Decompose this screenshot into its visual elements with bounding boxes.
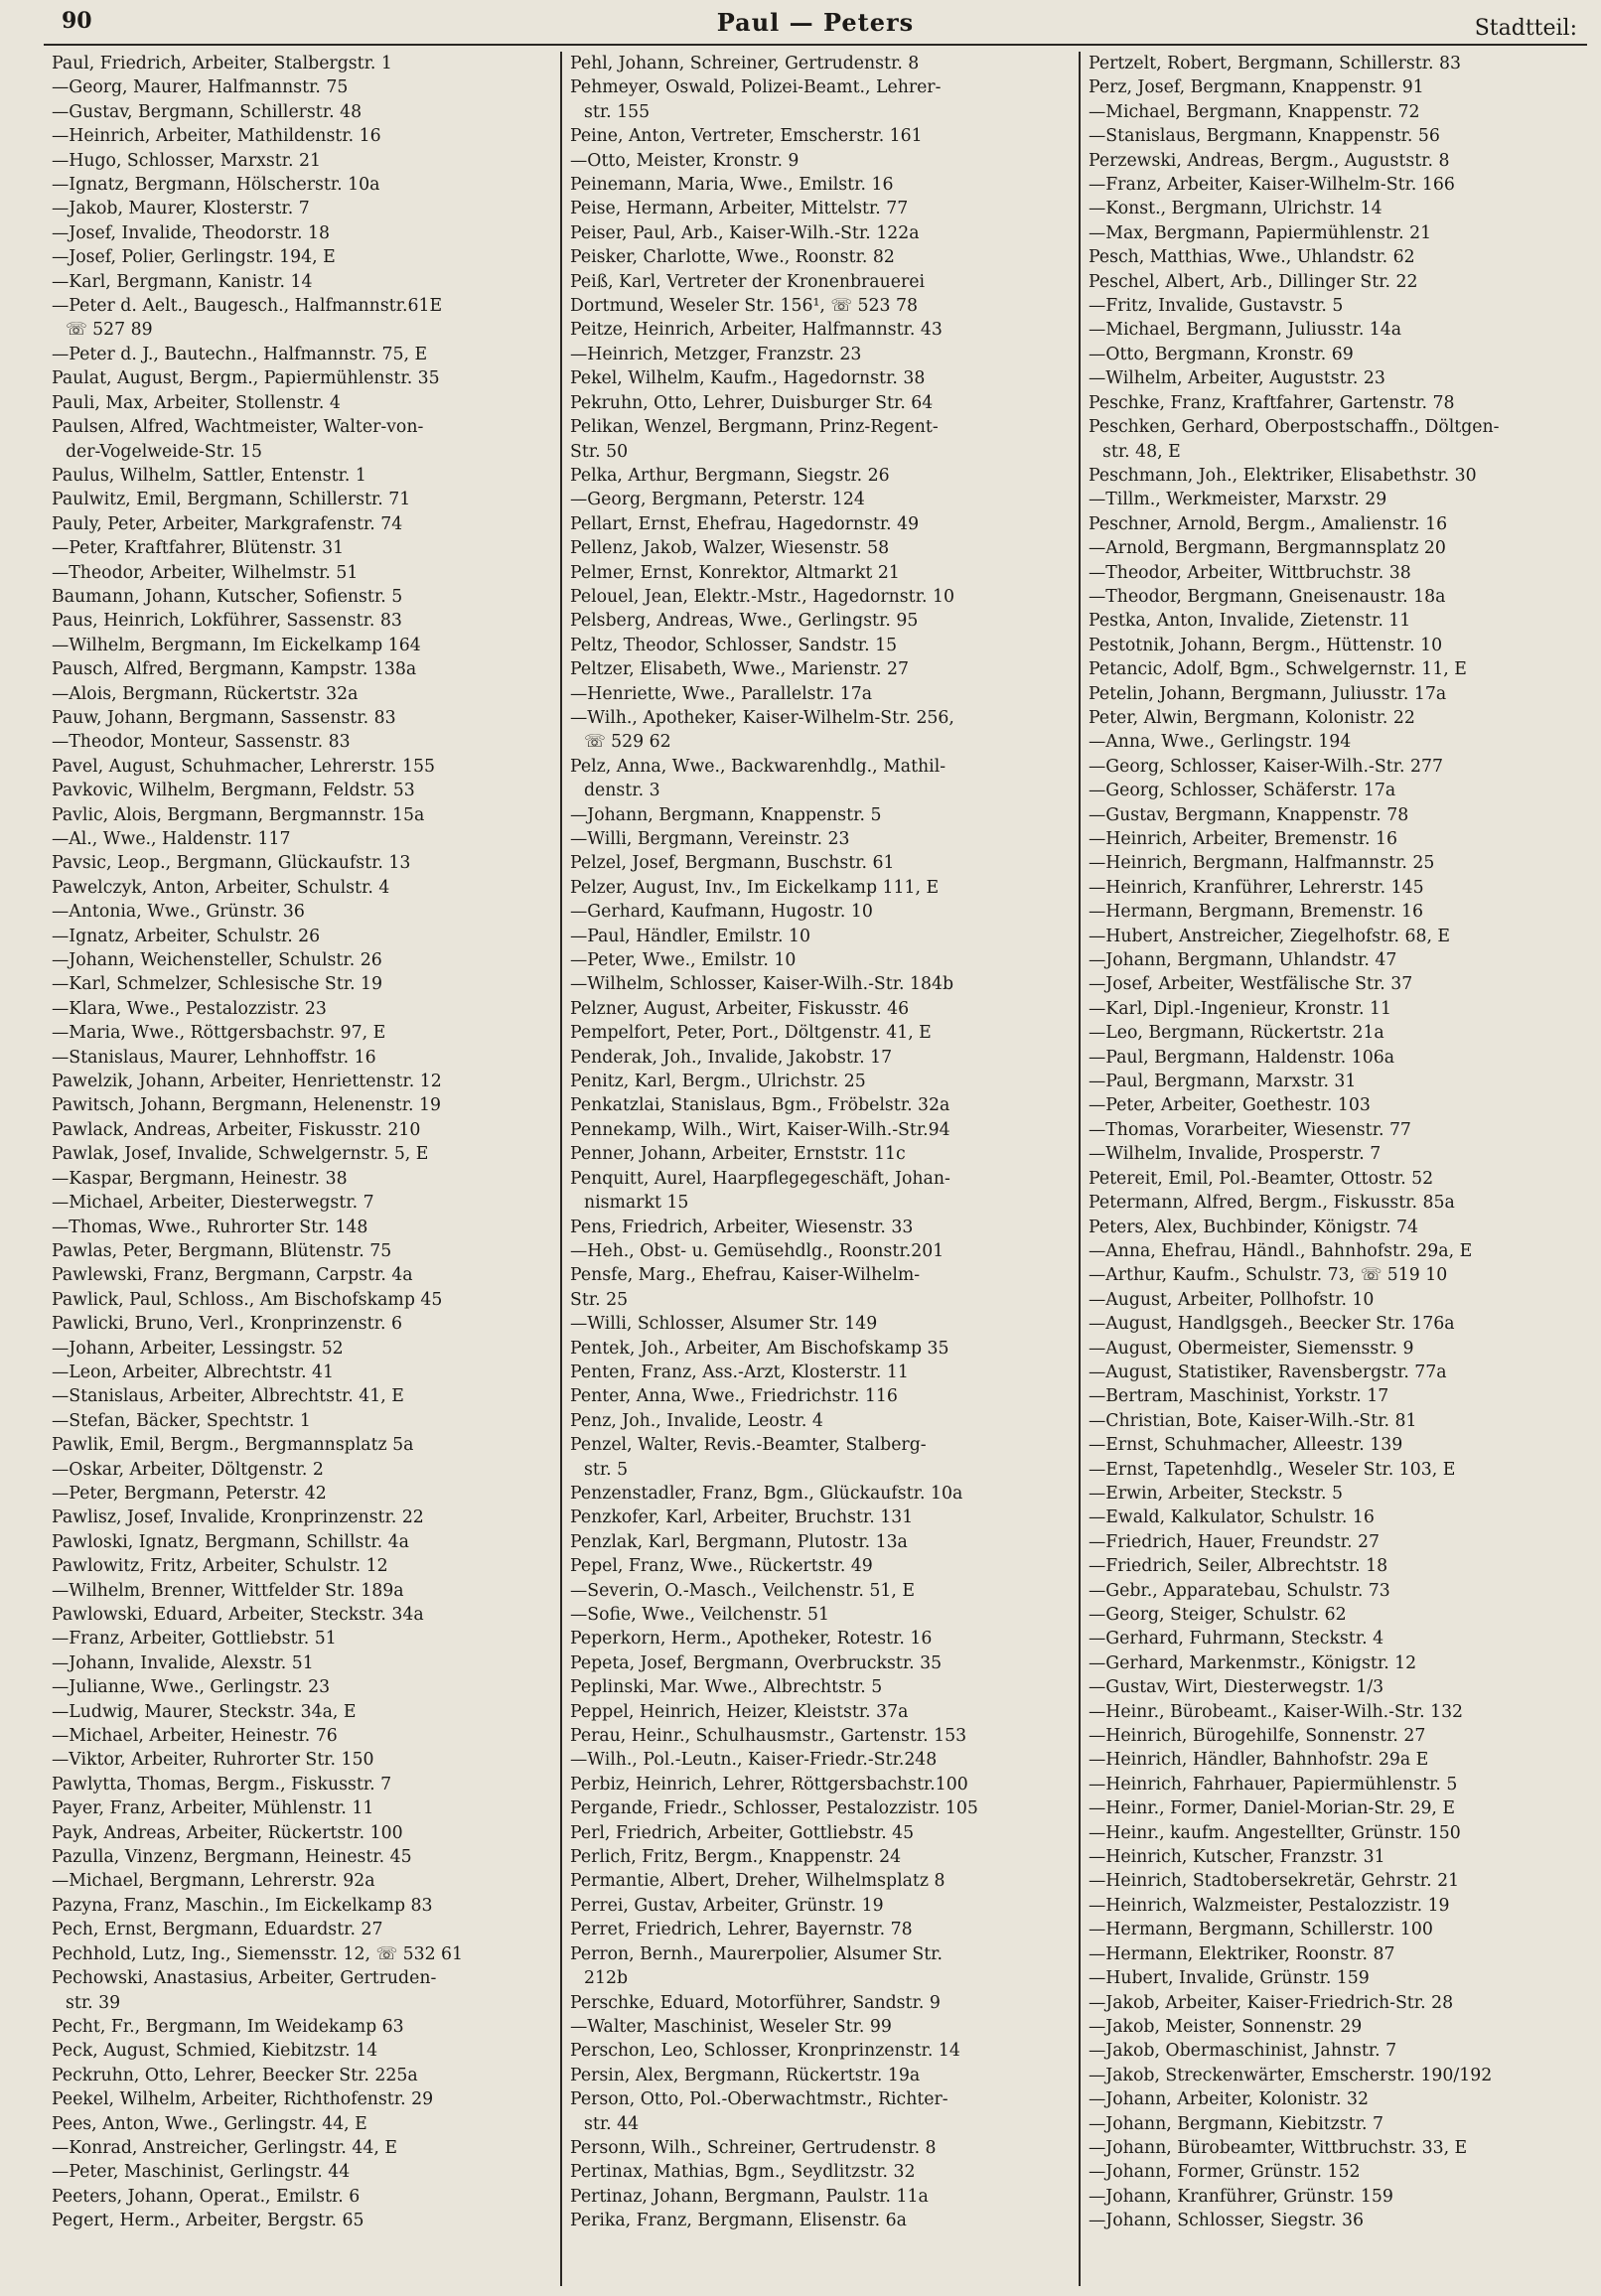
directory-entry: Pawlisz, Josef, Invalide, Kronprinzenstr. 22 bbox=[52, 1507, 424, 1528]
directory-entry: —Georg, Schlosser, Schäferstr. 17a bbox=[1089, 781, 1396, 801]
directory-entry: Pentek, Joh., Arbeiter, Am Bischofskamp 35 bbox=[570, 1338, 949, 1359]
directory-entry: Peck, August, Schmied, Kiebitzstr. 14 bbox=[52, 2041, 378, 2062]
directory-entry: Penner, Johann, Arbeiter, Ernststr. 11c bbox=[570, 1144, 906, 1165]
directory-entry: —Willi, Schlosser, Alsumer Str. 149 bbox=[570, 1314, 878, 1335]
directory-entry: Pepel, Franz, Wwe., Rückertstr. 49 bbox=[570, 1556, 873, 1577]
directory-entry: —Johann, Arbeiter, Kolonistr. 32 bbox=[1089, 2089, 1369, 2110]
directory-entry: —Michael, Bergmann, Lehrerstr. 92a bbox=[52, 1871, 375, 1892]
directory-entry: Penkatzlai, Stanislaus, Bgm., Fröbelstr. 32a bbox=[570, 1095, 950, 1116]
directory-entry: Peter, Alwin, Bergmann, Kolonistr. 22 bbox=[1089, 707, 1415, 728]
directory-entry: —Johann, Weichensteller, Schulstr. 26 bbox=[52, 950, 382, 971]
directory-entry: Peplinski, Mar. Wwe., Albrechtstr. 5 bbox=[570, 1677, 883, 1698]
directory-entry: Pechowski, Anastasius, Arbeiter, Gertruden- bbox=[52, 1968, 437, 1989]
directory-entry: —August, Obermeister, Siemensstr. 9 bbox=[1089, 1338, 1414, 1359]
directory-entry: —Wilh., Pol.-Leutn., Kaiser-Friedr.-Str.248 bbox=[570, 1750, 938, 1771]
directory-entry: —Heinrich, Bürogehilfe, Sonnenstr. 27 bbox=[1089, 1726, 1426, 1747]
directory-entry: Petancic, Adolf, Bgm., Schwelgernstr. 11, E bbox=[1089, 659, 1467, 680]
directory-entry: Pelz, Anna, Wwe., Backwarenhdlg., Mathil- bbox=[570, 756, 946, 777]
directory-entry: Pertzelt, Robert, Bergmann, Schillerstr. 83 bbox=[1089, 54, 1462, 73]
directory-entry: Pawlik, Emil, Bergm., Bergmannsplatz 5a bbox=[52, 1435, 414, 1456]
directory-entry: Peise, Hermann, Arbeiter, Mittelstr. 77 bbox=[570, 199, 909, 219]
directory-entry: —Heinrich, Händler, Bahnhofstr. 29a E bbox=[1089, 1750, 1429, 1771]
directory-entry: —Johann, Bergmann, Uhlandstr. 47 bbox=[1089, 950, 1397, 971]
directory-entry: —Sofie, Wwe., Veilchenstr. 51 bbox=[570, 1605, 830, 1625]
directory-entry: —Heh., Obst- u. Gemüsehdlg., Roonstr.201 bbox=[570, 1240, 945, 1261]
directory-entry: —Georg, Maurer, Halfmannstr. 75 bbox=[52, 77, 349, 98]
directory-entry: Pees, Anton, Wwe., Gerlingstr. 44, E bbox=[52, 2113, 367, 2134]
directory-entry: —Leo, Bergmann, Rückertstr. 21a bbox=[1089, 1023, 1384, 1044]
directory-entry: —Peter, Bergmann, Peterstr. 42 bbox=[52, 1483, 327, 1504]
directory-entry: —Stanislaus, Arbeiter, Albrechtstr. 41, E bbox=[52, 1386, 404, 1407]
directory-entry: —Heinrich, Fahrhauer, Papiermühlenstr. 5 bbox=[1089, 1774, 1458, 1794]
directory-entry: Pauw, Johann, Bergmann, Sassenstr. 83 bbox=[52, 707, 396, 728]
directory-entry: der-Vogelweide-Str. 15 bbox=[66, 441, 263, 462]
directory-entry: —Stanislaus, Maurer, Lehnhoffstr. 16 bbox=[52, 1047, 376, 1068]
directory-entry: Paulus, Wilhelm, Sattler, Entenstr. 1 bbox=[52, 465, 366, 486]
directory-entry: —Ludwig, Maurer, Steckstr. 34a, E bbox=[52, 1701, 357, 1722]
directory-entry: Peperkorn, Herm., Apotheker, Rotestr. 16 bbox=[570, 1629, 933, 1650]
directory-entry: —Hubert, Invalide, Grünstr. 159 bbox=[1089, 1968, 1370, 1989]
directory-entry: Pauli, Max, Arbeiter, Stollenstr. 4 bbox=[52, 392, 341, 413]
directory-entry: —Jakob, Streckenwärter, Emscherstr. 190/192 bbox=[1089, 2065, 1493, 2085]
directory-entry: —Henriette, Wwe., Parallelstr. 17a bbox=[570, 683, 873, 704]
directory-entry: —Johann, Invalide, Alexstr. 51 bbox=[52, 1652, 314, 1673]
directory-entry: —Erwin, Arbeiter, Steckstr. 5 bbox=[1089, 1483, 1343, 1504]
directory-entry: Pawlick, Paul, Schloss., Am Bischofskamp 45 bbox=[52, 1289, 443, 1310]
directory-entry: —Walter, Maschinist, Weseler Str. 99 bbox=[570, 2016, 892, 2037]
directory-entry: Peltzer, Elisabeth, Wwe., Marienstr. 27 bbox=[570, 659, 909, 680]
directory-entry: —Konrad, Anstreicher, Gerlingstr. 44, E bbox=[52, 2137, 397, 2158]
directory-entry: —Gustav, Bergmann, Knappenstr. 78 bbox=[1089, 804, 1409, 825]
directory-entry: Pelzner, August, Arbeiter, Fiskusstr. 46 bbox=[570, 998, 910, 1019]
directory-entry: Paus, Heinrich, Lokführer, Sassenstr. 83 bbox=[52, 611, 402, 632]
directory-entry: Peekel, Wilhelm, Arbeiter, Richthofenstr. 29 bbox=[52, 2089, 434, 2110]
directory-columns bbox=[44, 52, 1587, 2286]
directory-entry: Penderak, Joh., Invalide, Jakobstr. 17 bbox=[570, 1047, 893, 1068]
directory-entry: Pech, Ernst, Bergmann, Eduardstr. 27 bbox=[52, 1920, 383, 1940]
directory-entry: Perron, Bernh., Maurerpolier, Alsumer Str. bbox=[570, 1943, 944, 1964]
directory-entry: Baumann, Johann, Kutscher, Sofienstr. 5 bbox=[52, 586, 403, 607]
directory-entry: —Arthur, Kaufm., Schulstr. 73, ☏ 519 10 bbox=[1089, 1265, 1448, 1286]
directory-entry: Pempelfort, Peter, Port., Döltgenstr. 41, E bbox=[570, 1023, 932, 1044]
directory-entry: Pehl, Johann, Schreiner, Gertrudenstr. 8 bbox=[570, 54, 920, 73]
directory-entry: Perl, Friedrich, Arbeiter, Gottliebstr. 45 bbox=[570, 1822, 915, 1843]
directory-entry: Perret, Friedrich, Lehrer, Bayernstr. 78 bbox=[570, 1920, 913, 1940]
directory-entry: —Peter, Kraftfahrer, Blütenstr. 31 bbox=[52, 538, 345, 559]
directory-entry: —Arnold, Bergmann, Bergmannsplatz 20 bbox=[1089, 538, 1446, 559]
directory-entry: Pellart, Ernst, Ehefrau, Hagedornstr. 49 bbox=[570, 513, 920, 534]
directory-entry: Pazyna, Franz, Maschin., Im Eickelkamp 83 bbox=[52, 1895, 433, 1916]
directory-entry: Pawlas, Peter, Bergmann, Blütenstr. 75 bbox=[52, 1240, 392, 1261]
directory-entry: —Heinr., Bürobeamt., Kaiser-Wilh.-Str. 132 bbox=[1089, 1701, 1464, 1722]
directory-entry: —Thomas, Wwe., Ruhrorter Str. 148 bbox=[52, 1217, 368, 1237]
directory-entry: —Anna, Wwe., Gerlingstr. 194 bbox=[1089, 732, 1352, 753]
directory-entry: Penzlak, Karl, Bergmann, Plutostr. 13a bbox=[570, 1531, 908, 1552]
directory-entry: Penten, Franz, Ass.-Arzt, Klosterstr. 11 bbox=[570, 1362, 909, 1382]
directory-entry: Peppel, Heinrich, Heizer, Kleiststr. 37a bbox=[570, 1701, 909, 1722]
directory-entry: —Jakob, Obermaschinist, Jahnstr. 7 bbox=[1089, 2041, 1397, 2062]
directory-entry: —Theodor, Arbeiter, Wilhelmstr. 51 bbox=[52, 562, 359, 583]
directory-entry: Pehmeyer, Oswald, Polizei-Beamt., Lehrer- bbox=[570, 77, 942, 98]
directory-entry: —Michael, Bergmann, Knappenstr. 72 bbox=[1089, 101, 1420, 122]
directory-entry: Peschken, Gerhard, Oberpostschaffn., Döltgen- bbox=[1089, 417, 1500, 438]
directory-entry: Peeters, Johann, Operat., Emilstr. 6 bbox=[52, 2186, 361, 2207]
directory-entry: Perlich, Fritz, Bergm., Knappenstr. 24 bbox=[570, 1847, 902, 1868]
directory-entry: Perschon, Leo, Schlosser, Kronprinzenstr. 14 bbox=[570, 2041, 960, 2062]
directory-entry: Pawitsch, Johann, Bergmann, Helenenstr. 19 bbox=[52, 1095, 441, 1116]
directory-entry: —Heinrich, Stadtobersekretär, Gehrstr. 21 bbox=[1089, 1871, 1460, 1892]
directory-entry: Pawlewski, Franz, Bergmann, Carpstr. 4a bbox=[52, 1265, 413, 1286]
directory-entry: Peinemann, Maria, Wwe., Emilstr. 16 bbox=[570, 175, 894, 196]
directory-entry: Pertinax, Mathias, Bgm., Seydlitzstr. 32 bbox=[570, 2162, 916, 2183]
directory-entry: —Peter d. J., Bautechn., Halfmannstr. 75, E bbox=[52, 344, 428, 364]
directory-entry: —Paul, Bergmann, Marxstr. 31 bbox=[1089, 1072, 1357, 1092]
directory-entry: Pelmer, Ernst, Konrektor, Altmarkt 21 bbox=[570, 562, 900, 583]
directory-entry: Penzkofer, Karl, Arbeiter, Bruchstr. 131 bbox=[570, 1507, 914, 1528]
directory-entry: —Josef, Arbeiter, Westfälische Str. 37 bbox=[1089, 974, 1413, 995]
directory-entry: Pawloski, Ignatz, Bergmann, Schillstr. 4a bbox=[52, 1531, 409, 1552]
directory-entry: —Maria, Wwe., Röttgersbachstr. 97, E bbox=[52, 1023, 386, 1044]
directory-entry: Penzenstadler, Franz, Bgm., Glückaufstr. 10a bbox=[570, 1483, 963, 1504]
directory-entry: —Wilhelm, Brenner, Wittfelder Str. 189a bbox=[52, 1580, 404, 1601]
directory-entry: —Tillm., Werkmeister, Marxstr. 29 bbox=[1089, 490, 1387, 510]
directory-entry: —Johann, Bürobeamter, Wittbruchstr. 33, E bbox=[1089, 2137, 1468, 2158]
directory-entry: —Heinrich, Kranführer, Lehrerstr. 145 bbox=[1089, 877, 1424, 898]
directory-entry: Personn, Wilh., Schreiner, Gertrudenstr. 8 bbox=[570, 2137, 937, 2158]
running-title: Paul — Peters bbox=[716, 8, 915, 37]
directory-entry: —Gustav, Bergmann, Schillerstr. 48 bbox=[52, 101, 363, 122]
directory-entry: Pausch, Alfred, Bergmann, Kampstr. 138a bbox=[52, 659, 417, 680]
directory-entry: —Paul, Händler, Emilstr. 10 bbox=[570, 926, 810, 946]
directory-entry: —Paul, Bergmann, Haldenstr. 106a bbox=[1089, 1047, 1395, 1068]
directory-entry: —Karl, Dipl.-Ingenieur, Kronstr. 11 bbox=[1089, 998, 1392, 1019]
directory-entry: Pauly, Peter, Arbeiter, Markgrafenstr. 74 bbox=[52, 513, 403, 534]
directory-column-3 bbox=[1081, 52, 1587, 2286]
directory-entry: —Christian, Bote, Kaiser-Wilh.-Str. 81 bbox=[1089, 1410, 1417, 1431]
directory-entry: —Johann, Former, Grünstr. 152 bbox=[1089, 2162, 1361, 2183]
directory-entry: —Thomas, Vorarbeiter, Wiesenstr. 77 bbox=[1089, 1119, 1411, 1140]
directory-entry: —Jakob, Arbeiter, Kaiser-Friedrich-Str. 28 bbox=[1089, 1992, 1454, 2013]
directory-entry: —Severin, O.-Masch., Veilchenstr. 51, E bbox=[570, 1580, 915, 1601]
directory-entry: 212b bbox=[584, 1968, 629, 1989]
directory-entry: —Gerhard, Kaufmann, Hugostr. 10 bbox=[570, 902, 873, 923]
page-number: 90 bbox=[62, 8, 92, 34]
directory-entry: —Karl, Bergmann, Kanistr. 14 bbox=[52, 271, 313, 292]
directory-entry: Pergande, Friedr., Schlosser, Pestalozzistr. 105 bbox=[570, 1798, 978, 1819]
directory-entry: —Hubert, Anstreicher, Ziegelhofstr. 68, E bbox=[1089, 926, 1451, 946]
directory-column-1 bbox=[44, 52, 562, 2286]
directory-entry: str. 155 bbox=[584, 101, 651, 122]
directory-entry: —Georg, Steiger, Schulstr. 62 bbox=[1089, 1605, 1347, 1625]
directory-entry: —Julianne, Wwe., Gerlingstr. 23 bbox=[52, 1677, 331, 1698]
directory-entry: Pennekamp, Wilh., Wirt, Kaiser-Wilh.-Str.94 bbox=[570, 1119, 950, 1140]
directory-entry: —Georg, Bergmann, Peterstr. 124 bbox=[570, 490, 865, 510]
directory-entry: —Hermann, Bergmann, Schillerstr. 100 bbox=[1089, 1920, 1433, 1940]
directory-entry: ☏ 529 62 bbox=[584, 732, 671, 753]
directory-entry: —Franz, Arbeiter, Kaiser-Wilhelm-Str. 166 bbox=[1089, 175, 1455, 196]
directory-entry: Peschel, Albert, Arb., Dillinger Str. 22 bbox=[1089, 271, 1418, 292]
directory-entry: —Klara, Wwe., Pestalozzistr. 23 bbox=[52, 998, 327, 1019]
directory-entry: —Kaspar, Bergmann, Heinestr. 38 bbox=[52, 1168, 348, 1189]
directory-entry: —Johann, Schlosser, Siegstr. 36 bbox=[1089, 2211, 1364, 2231]
directory-entry: —Wilhelm, Invalide, Prosperstr. 7 bbox=[1089, 1144, 1382, 1165]
directory-entry: denstr. 3 bbox=[584, 781, 660, 801]
directory-entry: Pechhold, Lutz, Ing., Siemensstr. 12, ☏ 532 61 bbox=[52, 1943, 464, 1964]
directory-entry: ☏ 527 89 bbox=[66, 320, 153, 341]
directory-entry: —Johann, Bergmann, Knappenstr. 5 bbox=[570, 804, 882, 825]
directory-entry: Peschner, Arnold, Bergm., Amalienstr. 16 bbox=[1089, 513, 1448, 534]
directory-entry: —Friedrich, Seiler, Albrechtstr. 18 bbox=[1089, 1556, 1388, 1577]
directory-entry: —Gerhard, Markenmstr., Königstr. 12 bbox=[1089, 1652, 1417, 1673]
directory-entry: Pawelzik, Johann, Arbeiter, Henriettenstr. 12 bbox=[52, 1072, 442, 1092]
directory-entry: Pestka, Anton, Invalide, Zietenstr. 11 bbox=[1089, 611, 1411, 632]
directory-entry: Peters, Alex, Buchbinder, Königstr. 74 bbox=[1089, 1217, 1419, 1237]
directory-entry: —Georg, Schlosser, Kaiser-Wilh.-Str. 277 bbox=[1089, 756, 1443, 777]
directory-entry: Pawelczyk, Anton, Arbeiter, Schulstr. 4 bbox=[52, 877, 390, 898]
directory-entry: Str. 50 bbox=[570, 441, 629, 462]
directory-entry: Paulat, August, Bergm., Papiermühlenstr. 35 bbox=[52, 368, 440, 389]
directory-entry: Penter, Anna, Wwe., Friedrichstr. 116 bbox=[570, 1386, 898, 1407]
directory-entry: —Gebr., Apparatebau, Schulstr. 73 bbox=[1089, 1580, 1390, 1601]
directory-entry: Petelin, Johann, Bergmann, Juliusstr. 17a bbox=[1089, 683, 1447, 704]
directory-entry: —Bertram, Maschinist, Yorkstr. 17 bbox=[1089, 1386, 1389, 1407]
directory-entry: Pawlak, Josef, Invalide, Schwelgernstr. 5, E bbox=[52, 1144, 429, 1165]
directory-entry: Str. 25 bbox=[570, 1289, 629, 1310]
directory-entry: —Friedrich, Hauer, Freundstr. 27 bbox=[1089, 1531, 1380, 1552]
directory-entry: —Hermann, Bergmann, Bremenstr. 16 bbox=[1089, 902, 1424, 923]
directory-entry: Pavlic, Alois, Bergmann, Bergmannstr. 15a bbox=[52, 804, 425, 825]
directory-entry: Peisker, Charlotte, Wwe., Roonstr. 82 bbox=[570, 247, 895, 268]
directory-entry: —Hermann, Elektriker, Roonstr. 87 bbox=[1089, 1943, 1395, 1964]
directory-entry: —Johann, Bergmann, Kiebitzstr. 7 bbox=[1089, 2113, 1383, 2134]
directory-entry: Perschke, Eduard, Motorführer, Sandstr. 9 bbox=[570, 1992, 941, 2013]
directory-entry: —Stefan, Bäcker, Spechtstr. 1 bbox=[52, 1410, 311, 1431]
directory-entry: Penquitt, Aurel, Haarpflegegeschäft, Johan- bbox=[570, 1168, 950, 1189]
directory-entry: Peiser, Paul, Arb., Kaiser-Wilh.-Str. 122a bbox=[570, 222, 920, 243]
directory-entry: Pavel, August, Schuhmacher, Lehrerstr. 155 bbox=[52, 756, 435, 777]
directory-entry: Pertinaz, Johann, Bergmann, Paulstr. 11a bbox=[570, 2186, 929, 2207]
directory-entry: —Gustav, Wirt, Diesterwegstr. 1/3 bbox=[1089, 1677, 1384, 1698]
directory-entry: Peine, Anton, Vertreter, Emscherstr. 161 bbox=[570, 126, 923, 147]
directory-entry: —Fritz, Invalide, Gustavstr. 5 bbox=[1089, 296, 1344, 317]
directory-entry: Peschmann, Joh., Elektriker, Elisabethstr. 30 bbox=[1089, 465, 1477, 486]
directory-entry: Pecht, Fr., Bergmann, Im Weidekamp 63 bbox=[52, 2016, 404, 2037]
directory-entry: Pelzel, Josef, Bergmann, Buschstr. 61 bbox=[570, 853, 895, 874]
directory-entry: Penz, Joh., Invalide, Leostr. 4 bbox=[570, 1410, 823, 1431]
directory-entry: —Peter, Arbeiter, Goethestr. 103 bbox=[1089, 1095, 1371, 1116]
directory-entry: —Oskar, Arbeiter, Döltgenstr. 2 bbox=[52, 1459, 324, 1480]
directory-entry: Pekruhn, Otto, Lehrer, Duisburger Str. 64 bbox=[570, 392, 934, 413]
directory-entry: str. 5 bbox=[584, 1459, 629, 1480]
directory-entry: —August, Handlgsgeh., Beecker Str. 176a bbox=[1089, 1314, 1455, 1335]
directory-entry: —Heinr., kaufm. Angestellter, Grünstr. 150 bbox=[1089, 1822, 1461, 1843]
directory-entry: —Konst., Bergmann, Ulrichstr. 14 bbox=[1089, 199, 1383, 219]
directory-entry: Persin, Alex, Bergmann, Rückertstr. 19a bbox=[570, 2065, 921, 2085]
directory-entry: Pellenz, Jakob, Walzer, Wiesenstr. 58 bbox=[570, 538, 890, 559]
directory-entry: —Otto, Bergmann, Kronstr. 69 bbox=[1089, 344, 1354, 364]
directory-entry: —Ernst, Schuhmacher, Alleestr. 139 bbox=[1089, 1435, 1403, 1456]
directory-entry: Pensfe, Marg., Ehefrau, Kaiser-Wilhelm- bbox=[570, 1265, 921, 1286]
directory-entry: Pawlowski, Eduard, Arbeiter, Steckstr. 34a bbox=[52, 1605, 424, 1625]
directory-entry: —Heinrich, Walzmeister, Pestalozzistr. 19 bbox=[1089, 1895, 1450, 1916]
directory-entry: Pepeta, Josef, Bergmann, Overbruckstr. 35 bbox=[570, 1652, 943, 1673]
directory-entry: —Heinr., Former, Daniel-Morian-Str. 29, E bbox=[1089, 1798, 1456, 1819]
directory-entry: —Jakob, Maurer, Klosterstr. 7 bbox=[52, 199, 310, 219]
directory-entry: —Karl, Schmelzer, Schlesische Str. 19 bbox=[52, 974, 383, 995]
directory-entry: nismarkt 15 bbox=[584, 1193, 689, 1214]
directory-entry: —Peter, Wwe., Emilstr. 10 bbox=[570, 950, 797, 971]
directory-entry: Perika, Franz, Bergmann, Elisenstr. 6a bbox=[570, 2211, 907, 2231]
directory-entry: Petereit, Emil, Pol.-Beamter, Ottostr. 52 bbox=[1089, 1168, 1434, 1189]
directory-entry: Pelikan, Wenzel, Bergmann, Prinz-Regent- bbox=[570, 417, 939, 438]
directory-entry: —Theodor, Bergmann, Gneisenaustr. 18a bbox=[1089, 586, 1446, 607]
directory-entry: —Michael, Arbeiter, Heinestr. 76 bbox=[52, 1726, 338, 1747]
directory-entry: —Franz, Arbeiter, Gottliebstr. 51 bbox=[52, 1629, 337, 1650]
directory-entry: Payk, Andreas, Arbeiter, Rückertstr. 100 bbox=[52, 1822, 403, 1843]
directory-entry: Peltz, Theodor, Schlosser, Sandstr. 15 bbox=[570, 635, 898, 655]
directory-entry: Pelouel, Jean, Elektr.-Mstr., Hagedornstr. 10 bbox=[570, 586, 954, 607]
directory-entry: Petermann, Alfred, Bergm., Fiskusstr. 85a bbox=[1089, 1193, 1455, 1214]
directory-entry: —Johann, Kranführer, Grünstr. 159 bbox=[1089, 2186, 1393, 2207]
directory-entry: —Willi, Bergmann, Vereinstr. 23 bbox=[570, 829, 850, 849]
directory-entry: Paulsen, Alfred, Wachtmeister, Walter-von- bbox=[52, 417, 424, 438]
directory-entry: Pelka, Arthur, Bergmann, Siegstr. 26 bbox=[570, 465, 890, 486]
page-header bbox=[44, 4, 1587, 46]
directory-entry: —Heinrich, Metzger, Franzstr. 23 bbox=[570, 344, 862, 364]
directory-entry: —Peter d. Aelt., Baugesch., Halfmannstr.61E bbox=[52, 296, 443, 317]
directory-entry: Pawlicki, Bruno, Verl., Kronprinzenstr. 6 bbox=[52, 1314, 402, 1335]
directory-entry: str. 48, E bbox=[1102, 441, 1181, 462]
directory-entry: Pavsic, Leop., Bergmann, Glückaufstr. 13 bbox=[52, 853, 411, 874]
directory-entry: —Gerhard, Fuhrmann, Steckstr. 4 bbox=[1089, 1629, 1384, 1650]
directory-entry: —Ewald, Kalkulator, Schulstr. 16 bbox=[1089, 1507, 1375, 1528]
directory-entry: Pesch, Matthias, Wwe., Uhlandstr. 62 bbox=[1089, 247, 1415, 268]
directory-entry: —Wilhelm, Arbeiter, Auguststr. 23 bbox=[1089, 368, 1385, 389]
directory-entry: Peiß, Karl, Vertreter der Kronenbrauerei bbox=[570, 271, 925, 292]
directory-entry: Perz, Josef, Bergmann, Knappenstr. 91 bbox=[1089, 77, 1424, 98]
directory-entry: —Alois, Bergmann, Rückertstr. 32a bbox=[52, 683, 359, 704]
directory-entry: Payer, Franz, Arbeiter, Mühlenstr. 11 bbox=[52, 1798, 374, 1819]
directory-entry: Perrei, Gustav, Arbeiter, Grünstr. 19 bbox=[570, 1895, 884, 1916]
directory-entry: Pazulla, Vinzenz, Bergmann, Heinestr. 45 bbox=[52, 1847, 412, 1868]
directory-entry: —Ernst, Tapetenhdlg., Weseler Str. 103, E bbox=[1089, 1459, 1456, 1480]
directory-entry: —Josef, Polier, Gerlingstr. 194, E bbox=[52, 247, 336, 268]
directory-entry: Person, Otto, Pol.-Oberwachtmstr., Richter- bbox=[570, 2089, 948, 2110]
directory-entry: —Heinrich, Kutscher, Franzstr. 31 bbox=[1089, 1847, 1385, 1868]
directory-entry: —Josef, Invalide, Theodorstr. 18 bbox=[52, 222, 330, 243]
directory-entry: Pens, Friedrich, Arbeiter, Wiesenstr. 33 bbox=[570, 1217, 914, 1237]
directory-entry: Pegert, Herm., Arbeiter, Bergstr. 65 bbox=[52, 2211, 364, 2231]
directory-entry: Penitz, Karl, Bergm., Ulrichstr. 25 bbox=[570, 1072, 866, 1092]
directory-entry: —August, Statistiker, Ravensbergstr. 77a bbox=[1089, 1362, 1447, 1382]
directory-entry: —Hugo, Schlosser, Marxstr. 21 bbox=[52, 150, 321, 171]
directory-entry: Pelzer, August, Inv., Im Eickelkamp 111, E bbox=[570, 877, 940, 898]
directory-entry: —Max, Bergmann, Papiermühlenstr. 21 bbox=[1089, 222, 1432, 243]
directory-entry: Dortmund, Weseler Str. 156¹, ☏ 523 78 bbox=[570, 296, 918, 317]
directory-entry: Permantie, Albert, Dreher, Wilhelmsplatz 8 bbox=[570, 1871, 946, 1892]
directory-entry: —Wilhelm, Schlosser, Kaiser-Wilh.-Str. 184b bbox=[570, 974, 954, 995]
directory-entry: —Wilhelm, Bergmann, Im Eickelkamp 164 bbox=[52, 635, 421, 655]
directory-entry: Paul, Friedrich, Arbeiter, Stalbergstr. 1 bbox=[52, 54, 392, 73]
directory-entry: —Heinrich, Bergmann, Halfmannstr. 25 bbox=[1089, 853, 1435, 874]
directory-entry: —Antonia, Wwe., Grünstr. 36 bbox=[52, 902, 305, 923]
directory-entry: Perbiz, Heinrich, Lehrer, Röttgersbachstr.100 bbox=[570, 1774, 968, 1794]
directory-entry: —Michael, Bergmann, Juliusstr. 14a bbox=[1089, 320, 1402, 341]
directory-entry: —Al., Wwe., Haldenstr. 117 bbox=[52, 829, 291, 849]
directory-entry: Peckruhn, Otto, Lehrer, Beecker Str. 225a bbox=[52, 2065, 418, 2085]
directory-entry: Pavkovic, Wilhelm, Bergmann, Feldstr. 53 bbox=[52, 781, 415, 801]
directory-entry: —Ignatz, Arbeiter, Schulstr. 26 bbox=[52, 926, 321, 946]
directory-entry: —Theodor, Monteur, Sassenstr. 83 bbox=[52, 732, 351, 753]
directory-entry: —Jakob, Meister, Sonnenstr. 29 bbox=[1089, 2016, 1363, 2037]
directory-entry: —Stanislaus, Bergmann, Knappenstr. 56 bbox=[1089, 126, 1440, 147]
directory-entry: —Johann, Arbeiter, Lessingstr. 52 bbox=[52, 1338, 344, 1359]
directory-entry: Peitze, Heinrich, Arbeiter, Halfmannstr. 43 bbox=[570, 320, 943, 341]
directory-entry: —Heinrich, Arbeiter, Mathildenstr. 16 bbox=[52, 126, 381, 147]
directory-entry: Pelsberg, Andreas, Wwe., Gerlingstr. 95 bbox=[570, 611, 919, 632]
directory-entry: —Wilh., Apotheker, Kaiser-Wilhelm-Str. 256, bbox=[570, 707, 954, 728]
directory-entry: —Leon, Arbeiter, Albrechtstr. 41 bbox=[52, 1362, 335, 1382]
directory-entry: Pestotnik, Johann, Bergm., Hüttenstr. 10 bbox=[1089, 635, 1443, 655]
directory-entry: —August, Arbeiter, Pollhofstr. 10 bbox=[1089, 1289, 1375, 1310]
directory-entry: Perzewski, Andreas, Bergm., Auguststr. 8 bbox=[1089, 150, 1450, 171]
directory-entry: Peschke, Franz, Kraftfahrer, Gartenstr. 78 bbox=[1089, 392, 1455, 413]
directory-entry: —Theodor, Arbeiter, Wittbruchstr. 38 bbox=[1089, 562, 1411, 583]
directory-entry: Pawlack, Andreas, Arbeiter, Fiskusstr. 210 bbox=[52, 1119, 421, 1140]
directory-entry: str. 39 bbox=[66, 1992, 121, 2013]
directory-entry: Pawlytta, Thomas, Bergm., Fiskusstr. 7 bbox=[52, 1774, 392, 1794]
directory-entry: —Otto, Meister, Kronstr. 9 bbox=[570, 150, 800, 171]
directory-entry: —Ignatz, Bergmann, Hölscherstr. 10a bbox=[52, 175, 380, 196]
directory-entry: —Michael, Arbeiter, Diesterwegstr. 7 bbox=[52, 1193, 374, 1214]
district-label: Stadtteil: bbox=[1474, 16, 1577, 41]
directory-entry: —Peter, Maschinist, Gerlingstr. 44 bbox=[52, 2162, 351, 2183]
directory-entry: Paulwitz, Emil, Bergmann, Schillerstr. 71 bbox=[52, 490, 411, 510]
directory-entry: Perau, Heinr., Schulhausmstr., Gartenstr. 153 bbox=[570, 1726, 967, 1747]
directory-column-2 bbox=[562, 52, 1081, 2286]
directory-entry: —Viktor, Arbeiter, Ruhrorter Str. 150 bbox=[52, 1750, 374, 1771]
directory-entry: Penzel, Walter, Revis.-Beamter, Stalberg- bbox=[570, 1435, 927, 1456]
directory-entry: —Anna, Ehefrau, Händl., Bahnhofstr. 29a, E bbox=[1089, 1240, 1473, 1261]
directory-entry: Pawlowitz, Fritz, Arbeiter, Schulstr. 12 bbox=[52, 1556, 388, 1577]
directory-entry: Pekel, Wilhelm, Kaufm., Hagedornstr. 38 bbox=[570, 368, 926, 389]
directory-entry: str. 44 bbox=[584, 2113, 640, 2134]
directory-entry: —Heinrich, Arbeiter, Bremenstr. 16 bbox=[1089, 829, 1397, 849]
